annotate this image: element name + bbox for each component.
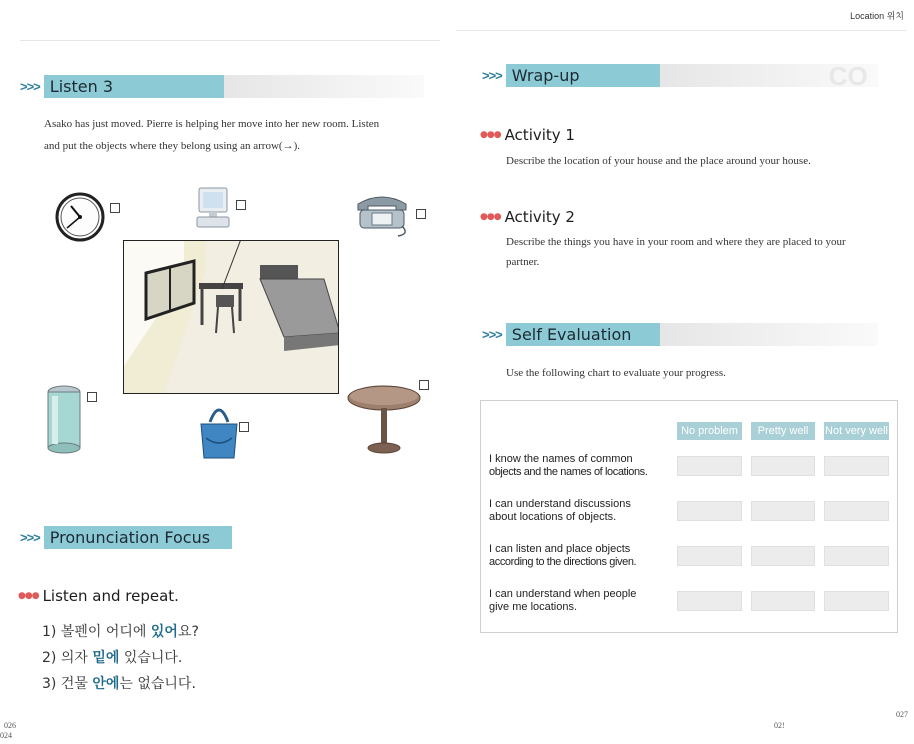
- eval-cell-2-no-problem[interactable]: [677, 501, 742, 521]
- page-number-upper: 026: [4, 721, 16, 730]
- bag-checkbox[interactable]: [239, 422, 249, 432]
- self-eval-title: Self Evaluation: [511, 325, 632, 344]
- activity2-line-2: partner.: [506, 256, 540, 268]
- eval-cell-3-pretty-well[interactable]: [751, 546, 815, 566]
- eval-cell-1-pretty-well[interactable]: [751, 456, 815, 476]
- bag-icon: [198, 402, 240, 460]
- eval-cell-2-pretty-well[interactable]: [751, 501, 815, 521]
- korean-line-3: [42, 673, 196, 693]
- line-text: 의자: [60, 650, 93, 666]
- wrapup-header: [482, 64, 878, 87]
- trash-can-checkbox[interactable]: [87, 392, 97, 402]
- row-line-1: I can understand when people: [489, 588, 637, 600]
- running-head: Location 위치: [850, 11, 904, 21]
- instructions-line-2: and put the objects where they belong using an arrow(→).: [44, 140, 300, 152]
- top-rule: [456, 30, 906, 31]
- instructions-line-1: Asako has just moved. Pierre is helping her move into her new room. Listen: [44, 118, 380, 130]
- trash-can-icon: [44, 382, 84, 456]
- line-text: 있습니다.: [119, 650, 183, 666]
- page-number-lower: 024: [0, 731, 12, 740]
- room-drawing: [124, 241, 339, 394]
- activity1-heading: [480, 126, 575, 144]
- row-line-2: about locations of objects.: [489, 511, 617, 523]
- column-header-no-problem: No problem: [677, 422, 742, 440]
- eval-row-4-text: [489, 588, 679, 614]
- activity2-text: [506, 232, 906, 272]
- row-line-2: according to the directions given.: [489, 556, 637, 568]
- self-eval-instruction: Use the following chart to evaluate your progress.: [506, 367, 726, 379]
- section-bar: [506, 64, 660, 87]
- self-eval-header: [482, 323, 878, 346]
- line-number: 2): [42, 650, 57, 666]
- eval-cell-3-not-very-well[interactable]: [824, 546, 889, 566]
- telephone-checkbox[interactable]: [416, 209, 426, 219]
- activity2-line-1: Describe the things you have in your room and where they are placed to your: [506, 236, 846, 248]
- section-arrows: >>>: [20, 530, 40, 545]
- table-icon: [346, 384, 422, 456]
- activity2-title: Activity 2: [504, 208, 575, 226]
- eval-cell-1-no-problem[interactable]: [677, 456, 742, 476]
- section-bar: [44, 526, 232, 549]
- page-number-center: 02!: [774, 721, 785, 730]
- bg-watermark-text: CO: [828, 64, 868, 87]
- left-page: [0, 0, 450, 744]
- eval-row-1-text: [489, 453, 679, 479]
- bullet-dots-icon: ●●●: [480, 130, 501, 140]
- top-rule: [20, 40, 440, 41]
- eval-row-2-text: [489, 498, 679, 524]
- row-line-1: I can listen and place objects: [489, 543, 631, 555]
- table-checkbox[interactable]: [419, 380, 429, 390]
- line-highlight: 있어: [150, 624, 178, 640]
- listen-repeat-heading: [18, 587, 179, 605]
- line-text: 건물: [60, 676, 93, 692]
- pronunciation-title: Pronunciation Focus: [49, 528, 211, 547]
- self-eval-chart: [480, 400, 898, 633]
- section-arrows: >>>: [20, 79, 40, 94]
- activity1-text: Describe the location of your house and the place around your house.: [506, 155, 811, 167]
- page-number-right: 027: [896, 710, 908, 719]
- section-bar: [506, 323, 660, 346]
- clock-icon: [55, 192, 105, 242]
- right-page: [450, 0, 914, 744]
- line-text: 볼펜이 어디에: [60, 624, 151, 640]
- line-text: 는 없습니다.: [119, 676, 196, 692]
- listen3-header: [20, 75, 424, 98]
- line-highlight: 안에: [92, 676, 120, 692]
- bullet-dots-icon: ●●●: [18, 591, 39, 601]
- activity2-heading: [480, 208, 575, 226]
- section-arrows: >>>: [482, 68, 502, 83]
- listen3-title: Listen 3: [49, 77, 113, 96]
- eval-cell-4-not-very-well[interactable]: [824, 591, 889, 611]
- pronunciation-header: [20, 526, 232, 549]
- section-bar: [44, 75, 224, 98]
- activity1-title: Activity 1: [504, 126, 575, 144]
- eval-cell-4-pretty-well[interactable]: [751, 591, 815, 611]
- section-bar-fade: [660, 323, 878, 346]
- computer-icon: [193, 186, 237, 232]
- eval-cell-2-not-very-well[interactable]: [824, 501, 889, 521]
- eval-row-3-text: [489, 543, 679, 569]
- row-line-2: give me locations.: [489, 601, 578, 613]
- bullet-dots-icon: ●●●: [480, 212, 501, 222]
- line-number: 3): [42, 676, 57, 692]
- eval-cell-1-not-very-well[interactable]: [824, 456, 889, 476]
- clock-checkbox[interactable]: [110, 203, 120, 213]
- listen3-instructions: [44, 113, 440, 157]
- line-text: 요?: [177, 624, 199, 640]
- section-bar-fade: [224, 75, 424, 98]
- korean-line-1: [42, 621, 199, 641]
- line-highlight: 밑에: [92, 650, 120, 666]
- listen-repeat-title: Listen and repeat.: [42, 587, 179, 605]
- room-illustration: [123, 240, 339, 394]
- row-line-2: objects and the names of locations.: [489, 466, 648, 478]
- row-line-1: I know the names of common: [489, 453, 633, 465]
- computer-checkbox[interactable]: [236, 200, 246, 210]
- eval-cell-3-no-problem[interactable]: [677, 546, 742, 566]
- wrapup-title: Wrap-up: [511, 66, 580, 85]
- row-line-1: I can understand discussions: [489, 498, 631, 510]
- column-header-pretty-well: Pretty well: [751, 422, 815, 440]
- section-bar-fade: [660, 64, 878, 87]
- section-arrows: >>>: [482, 327, 502, 342]
- column-header-not-very-well: Not very well: [824, 422, 889, 440]
- telephone-icon: [352, 190, 412, 240]
- korean-line-2: [42, 647, 182, 667]
- line-number: 1): [42, 624, 57, 640]
- eval-cell-4-no-problem[interactable]: [677, 591, 742, 611]
